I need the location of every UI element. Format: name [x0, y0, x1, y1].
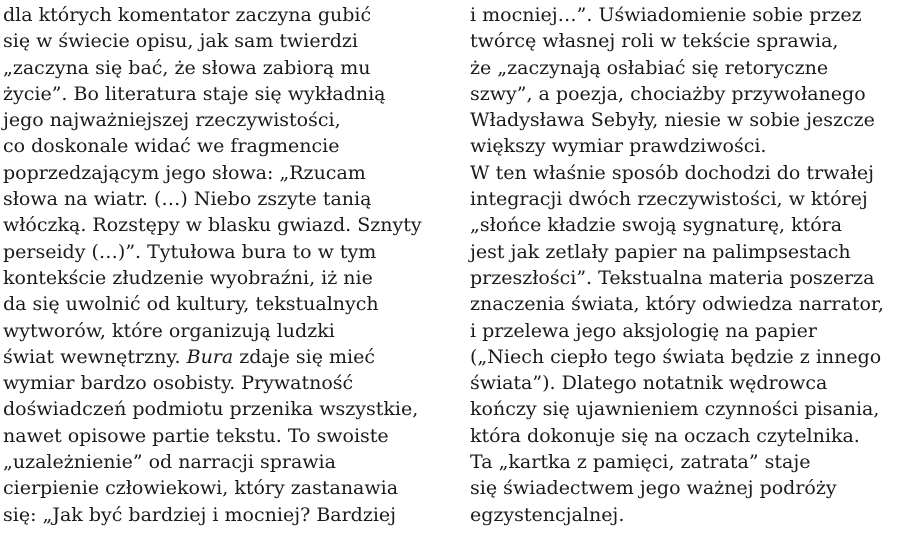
text-line: „słońce kładzie swoją sygnaturę, która	[470, 214, 843, 237]
text-line: jest jak zetlały papier na palimpsestach	[470, 240, 851, 263]
italic-title: Bura	[186, 345, 234, 368]
text-segment: zdaje się mieć	[233, 345, 376, 368]
text-line: twórcę własnej roli w tekście sprawia,	[470, 30, 839, 53]
text-line: „zaczyna się bać, że słowa zabiorą mu	[3, 56, 371, 79]
text-line: włóczką. Rozstępy w blasku gwiazd. Sznyty	[3, 214, 422, 237]
text-line: nawet opisowe partie tekstu. To swoiste	[3, 424, 389, 447]
text-line: („Niech ciepło tego świata będzie z innego	[470, 345, 882, 368]
text-line: która dokonuje się na oczach czytelnika.	[470, 424, 860, 447]
text-line: Ta „kartka z pamięci, zatrata” staje	[470, 451, 811, 474]
text-line: się świadectwem jego ważnej podróży	[470, 477, 837, 500]
text-line: co doskonale widać we fragmencie	[3, 135, 340, 158]
text-line: przeszłości”. Tekstualna materia poszerza	[470, 266, 875, 289]
text-line: się w świecie opisu, jak sam twierdzi	[3, 30, 358, 53]
text-line: szwy”, a poezja, chociażby przywołanego	[470, 82, 866, 105]
text-line: integracji dwóch rzeczywistości, w której	[470, 188, 868, 211]
text-line: świata”). Dlatego notatnik wędrowca	[470, 372, 828, 395]
text-line: kontekście złudzenie wyobraźni, iż nie	[3, 266, 373, 289]
text-line: życie”. Bo literatura staje się wykładnią	[3, 82, 386, 105]
text-line: cierpienie człowiekowi, który zastanawia	[3, 477, 399, 500]
text-line: dla których komentator zaczyna gubić	[3, 4, 372, 26]
text-line: „uzależnienie” od narracji sprawia	[3, 451, 336, 474]
text-line: wymiar bardzo osobisty. Prywatność	[3, 372, 354, 395]
text-line: da się uwolnić od kultury, tekstualnych	[3, 293, 379, 316]
right-text-column	[470, 0, 898, 528]
text-line	[3, 344, 443, 370]
text-line: większy wymiar prawdziwości.	[470, 135, 767, 158]
text-line: znaczenia świata, który odwiedza narrator,	[470, 293, 884, 316]
text-line: Władysława Sebyły, niesie w sobie jeszcze	[470, 109, 875, 132]
text-segment: świat wewnętrzny.	[3, 345, 187, 368]
text-line: egzystencjalnej.	[470, 503, 625, 526]
text-line: perseidy (…)”. Tytułowa bura to w tym	[3, 240, 377, 263]
text-line: i przelewa jego aksjologię na papier	[470, 319, 817, 342]
text-line: kończy się ujawnieniem czynności pisania,	[470, 398, 880, 421]
text-line: W ten właśnie sposób dochodzi do trwałej	[470, 161, 875, 184]
text-line: się: „Jak być bardziej i mocniej? Bardziej	[3, 503, 397, 526]
text-line: że „zaczynają osłabiać się retoryczne	[470, 56, 829, 79]
text-line: słowa na wiatr. (…) Niebo zszyte tanią	[3, 188, 372, 211]
left-text-column	[3, 0, 443, 528]
text-line: jego najważniejszej rzeczywistości,	[3, 109, 341, 132]
text-line: wytworów, które organizują ludzki	[3, 319, 335, 342]
text-line: doświadczeń podmiotu przenika wszystkie,	[3, 398, 419, 421]
text-line: poprzedzającym jego słowa: „Rzucam	[3, 161, 366, 184]
text-line: i mocniej…”. Uświadomienie sobie przez	[470, 4, 862, 26]
